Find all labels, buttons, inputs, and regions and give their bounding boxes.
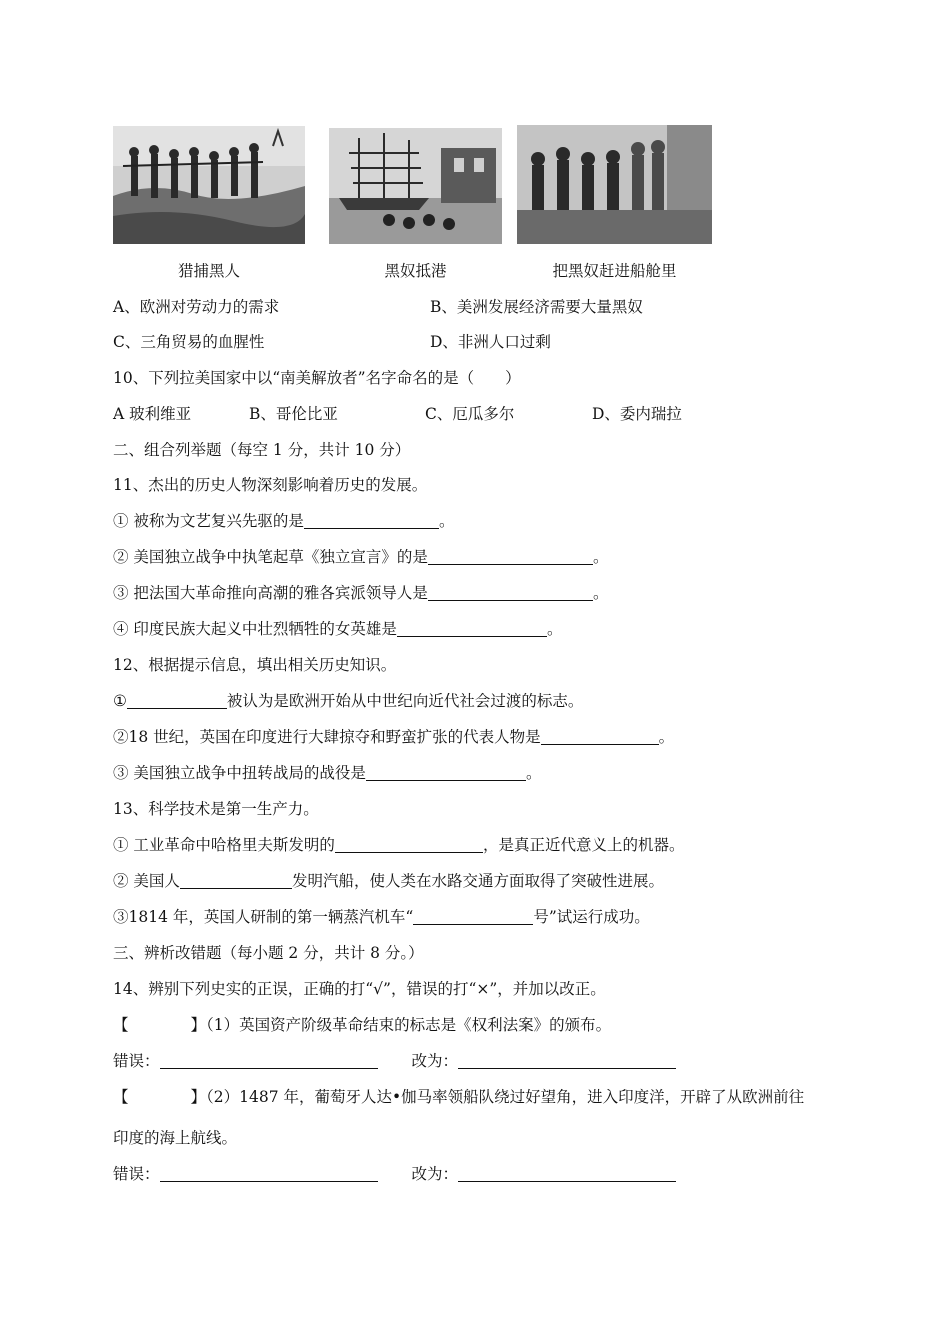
fix-blank[interactable] <box>458 1052 676 1069</box>
section-title: 三、辨析改错题（每小题 2 分，共计 8 分。） <box>113 944 424 962</box>
image-slaves-into-hold <box>517 125 712 244</box>
option-b: B、美洲发展经济需要大量黑奴 <box>430 298 643 316</box>
fill-item: ② 美国人 发明汽船，使人类在水路交通方面取得了突破性进展。 <box>113 872 664 890</box>
answer-blank[interactable] <box>304 512 439 529</box>
option-c: C、三角贸易的血腥性 <box>113 333 265 351</box>
answer-blank[interactable] <box>366 764 526 781</box>
fill-item: ① 被称为文艺复兴先驱的是 。 <box>113 512 455 530</box>
image-caption: 黑奴抵港 <box>384 262 447 280</box>
option-a: A 玻利维亚 <box>113 405 192 423</box>
question-11-stem: 11、杰出的历史人物深刻影响着历史的发展。 <box>113 476 428 494</box>
option-c: C、厄瓜多尔 <box>425 405 515 423</box>
fill-item: ②18 世纪，英国在印度进行大肆掠夺和野蛮扩张的代表人物是 。 <box>113 728 675 746</box>
answer-blank[interactable] <box>180 872 292 889</box>
fill-item: ① 工业革命中哈格里夫斯发明的 ，是真正近代意义上的机器。 <box>113 836 685 854</box>
image-hunting-slaves <box>113 126 305 244</box>
fill-item: ② 美国独立战争中执笔起草《独立宣言》的是 。 <box>113 548 609 566</box>
fill-item: ③ 把法国大革命推向高潮的雅各宾派领导人是 。 <box>113 584 609 602</box>
correction-row: 错误： 改为： <box>113 1050 676 1072</box>
fix-blank[interactable] <box>458 1165 676 1182</box>
question-13-stem: 13、科学技术是第一生产力。 <box>113 800 319 818</box>
answer-blank[interactable] <box>413 908 533 925</box>
fill-item: ③1814 年，英国人研制的第一辆蒸汽机车“ 号”试运行成功。 <box>113 908 650 926</box>
correction-row: 错误： 改为： <box>113 1163 676 1185</box>
fill-item: ④ 印度民族大起义中壮烈牺牲的女英雄是 。 <box>113 620 563 638</box>
fill-item: ① 被认为是欧洲开始从中世纪向近代社会过渡的标志。 <box>113 692 584 710</box>
answer-blank[interactable] <box>397 620 547 637</box>
question-12-stem: 12、根据提示信息，填出相关历史知识。 <box>113 656 397 674</box>
answer-blank[interactable] <box>428 584 593 601</box>
fill-item: ③ 美国独立战争中扭转战局的战役是 。 <box>113 764 542 782</box>
answer-blank[interactable] <box>541 728 659 745</box>
answer-blank[interactable] <box>127 692 227 709</box>
error-blank[interactable] <box>160 1052 378 1069</box>
question-10-stem: 10、下列拉美国家中以“南美解放者”名字命名的是（ ） <box>113 369 521 387</box>
section-title: 二、组合列举题（每空 1 分，共计 10 分） <box>113 441 411 459</box>
image-caption: 猎捕黑人 <box>177 262 240 280</box>
option-b: B、哥伦比亚 <box>249 405 338 423</box>
option-d: D、委内瑞拉 <box>592 405 682 423</box>
question-14-stem: 14、辨别下列史实的正误，正确的打“√”，错误的打“×”，并加以改正。 <box>113 980 606 998</box>
judge-item-2: 【 】（2）1487 年，葡萄牙人达•伽马率领船队绕过好望角，进入印度洋，开辟了从欧洲前往 <box>113 1088 805 1106</box>
error-blank[interactable] <box>160 1165 378 1182</box>
image-caption: 把黑奴赶进船舱里 <box>552 262 677 280</box>
judge-item-2-continued: 印度的海上航线。 <box>113 1129 238 1147</box>
option-a: A、欧洲对劳动力的需求 <box>113 298 280 316</box>
answer-blank[interactable] <box>335 836 483 853</box>
image-slaves-arrive-port <box>329 128 502 244</box>
option-d: D、非洲人口过剩 <box>430 333 551 351</box>
judge-item-1: 【 】（1）英国资产阶级革命结束的标志是《权利法案》的颁布。 <box>113 1016 612 1034</box>
answer-blank[interactable] <box>428 548 593 565</box>
